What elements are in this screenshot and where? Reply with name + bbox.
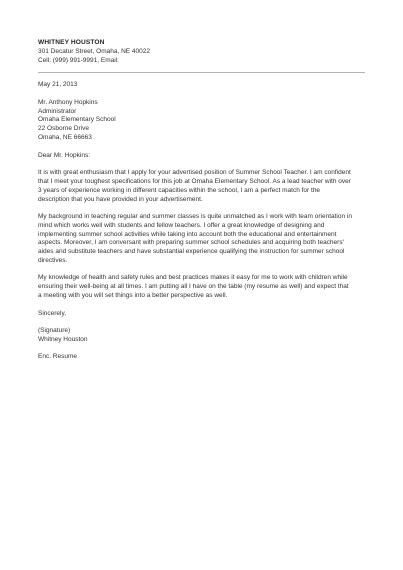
letter-date: May 21, 2013 — [38, 80, 78, 88]
paragraph-line: 3 years of experience working in different capacities within the school, I am a perfect match for the — [38, 186, 321, 194]
paragraph-line: that I meet your toughest specifications for this job at Omaha Elementary School. As a lead teacher with over — [38, 177, 351, 185]
body-paragraph-3 — [38, 274, 364, 301]
enclosure-note: Enc. Resume — [38, 352, 78, 360]
body-paragraph-2 — [38, 213, 364, 266]
salutation: Dear Mr. Hopkins: — [38, 152, 91, 160]
paragraph-line: ensuring their well-being at all times. I am putting all I have on the table (my resume as well) and expect that — [38, 283, 349, 291]
paragraph-line: directives. — [38, 257, 68, 265]
recipient-address — [38, 99, 364, 144]
paragraph-line: implementing summer school activities while taking into account both the educational and entertainment — [38, 230, 337, 238]
recipient-street: 22 Osborne Drive — [38, 125, 89, 133]
sender-name: WHITNEY HOUSTON — [38, 39, 105, 46]
paragraph-line: My knowledge of health and safety rules and best practices makes it easy for me to work with children while — [38, 274, 348, 282]
recipient-title: Administrator — [38, 107, 77, 115]
recipient-organization: Omaha Elementary School — [38, 116, 116, 124]
body-paragraph-1 — [38, 169, 364, 205]
header-divider — [38, 72, 365, 73]
sender-address: 301 Decatur Street, Omaha, NE 40022 — [38, 47, 151, 55]
paragraph-line: It is with great enthusiasm that I apply for your advertised position of Summer School Teacher. I am confident — [38, 169, 351, 177]
recipient-name: Mr. Anthony Hopkins — [38, 98, 98, 106]
letter-content — [38, 39, 364, 361]
closing: Sincerely, — [38, 309, 67, 317]
recipient-city: Omaha, NE 66663 — [38, 134, 92, 142]
signer-name: Whitney Houston — [38, 335, 88, 343]
paragraph-line: description that you have provided in your advertisement. — [38, 195, 203, 203]
paragraph-line: My background in teaching regular and summer classes is quite unmatched as I work with team orientation in — [38, 212, 352, 220]
signature-placeholder: (Signature) — [38, 326, 71, 334]
paragraph-line: a meeting with you will set things into a better perspective as well. — [38, 291, 228, 299]
sender-contact: Cell: (999) 991-9991, Email: — [38, 56, 119, 64]
paragraph-line: mind which works well with students and fellow teachers. I offer a great knowledge of designing and — [38, 221, 325, 229]
paragraph-line: aides and substitute teachers and have substantial experience qualifying the instruction for summer school — [38, 248, 345, 256]
paragraph-line: aspects. Moreover, I am conversant with preparing summer school schedules and acquiring both teachers' — [38, 239, 344, 247]
